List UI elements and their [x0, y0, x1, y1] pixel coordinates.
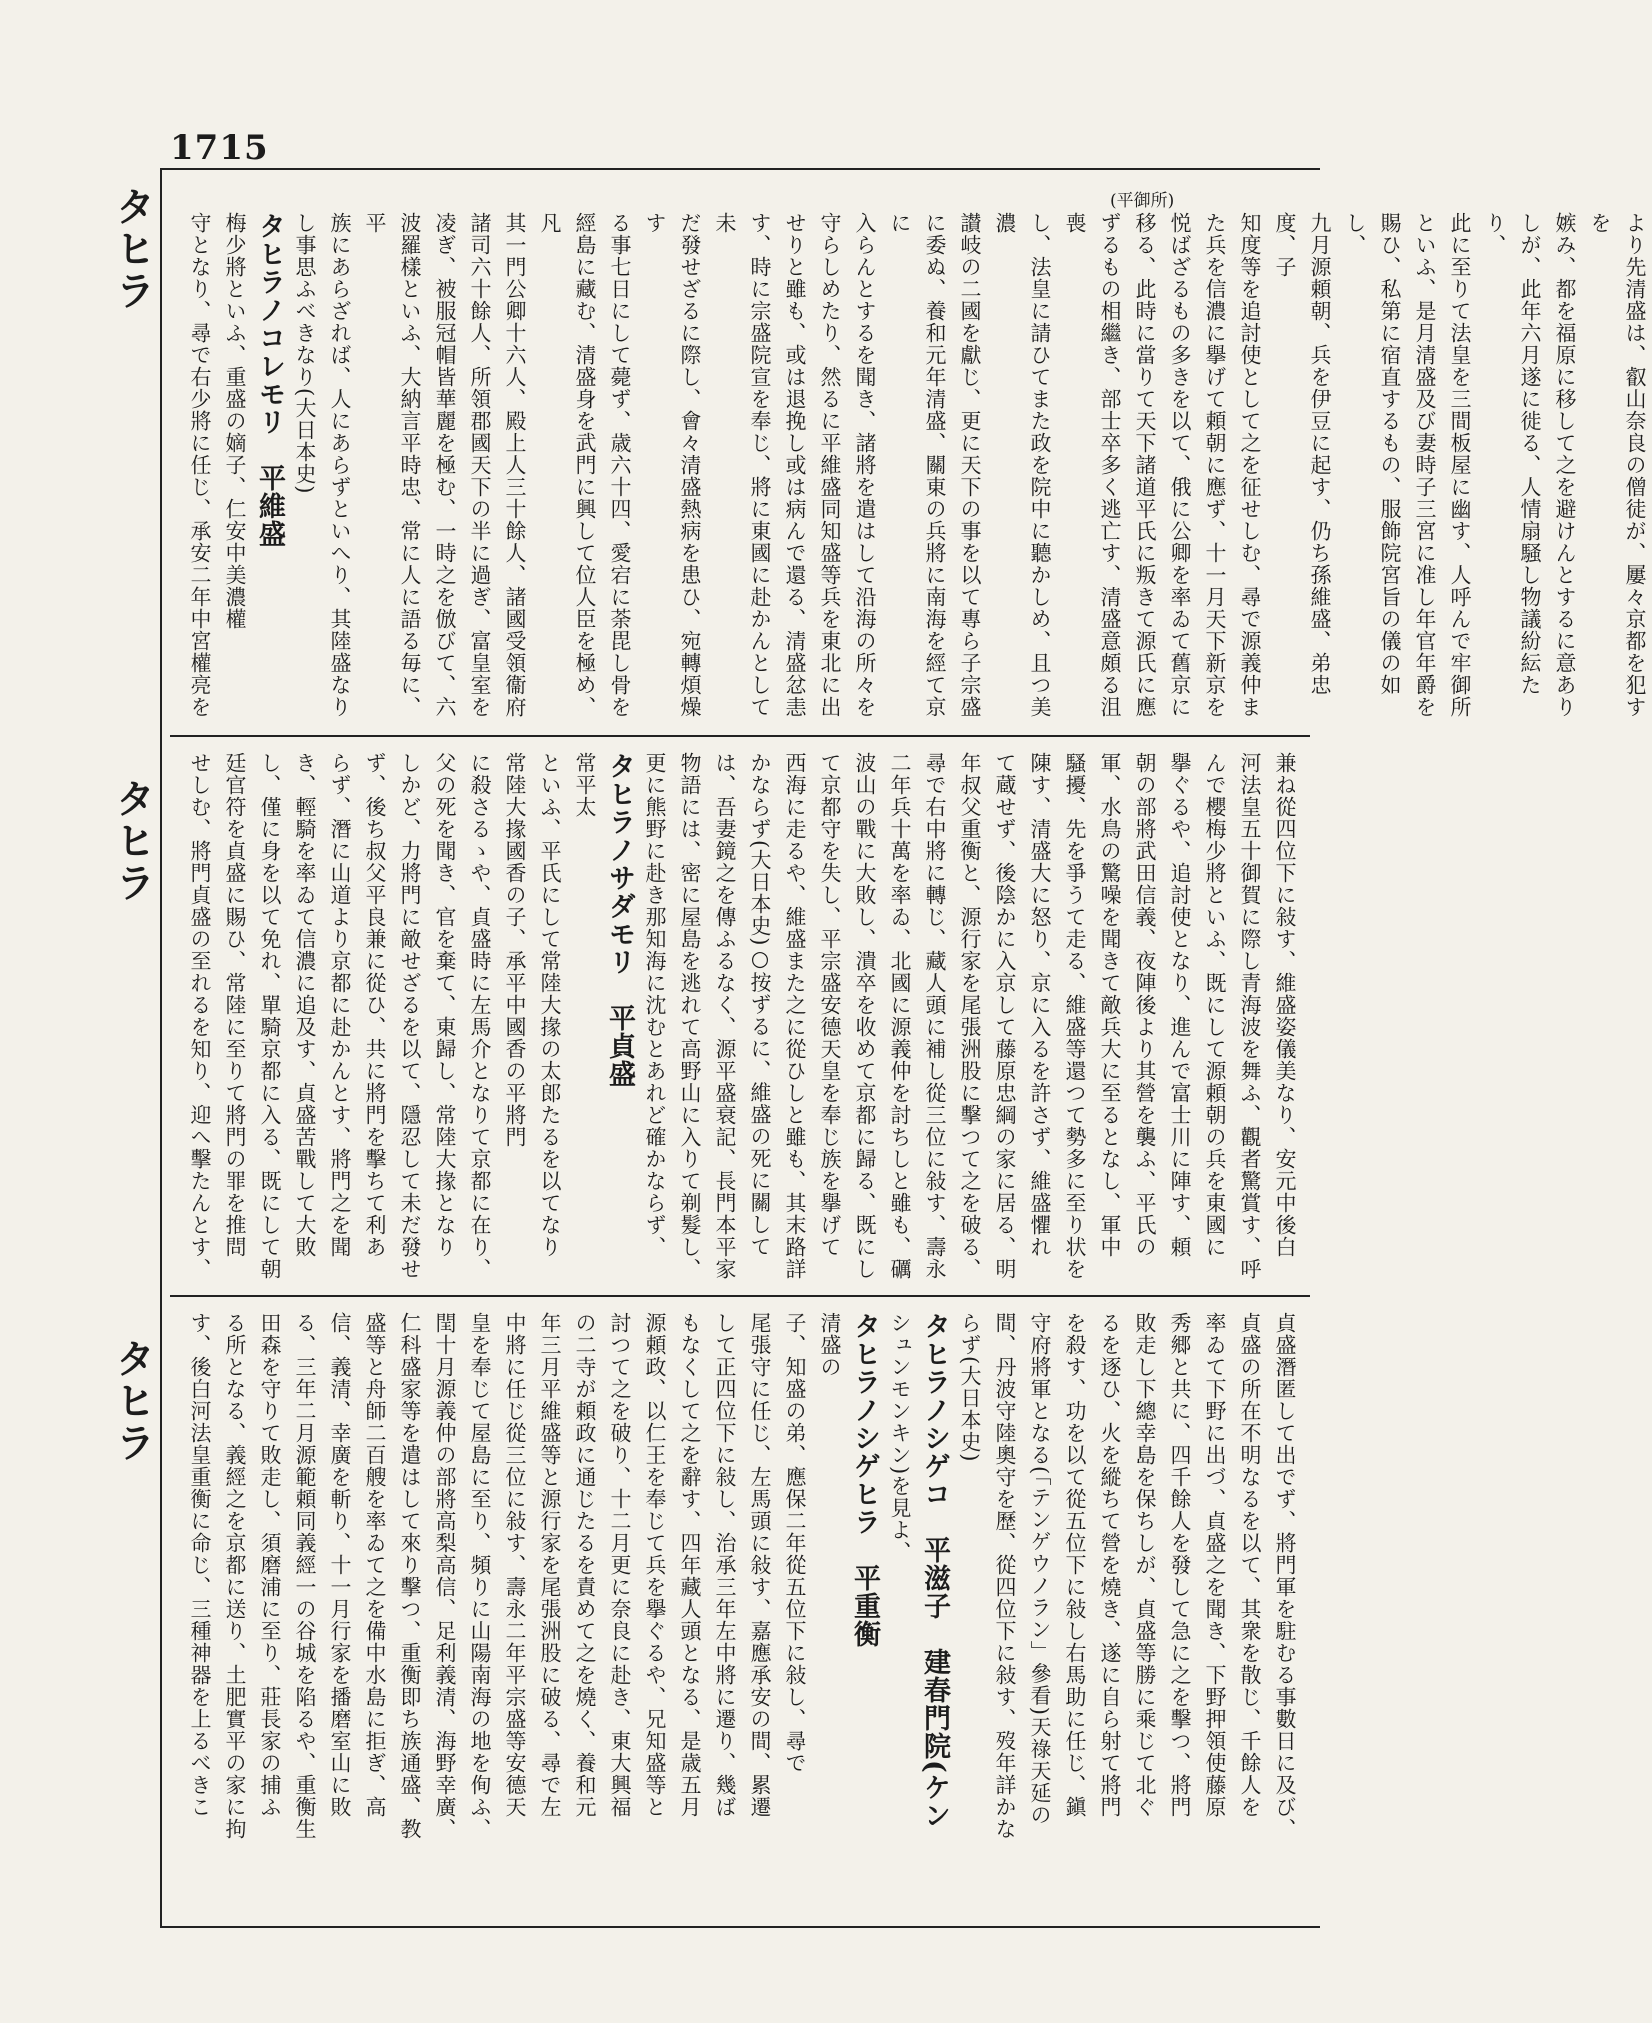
text-line: る、三年二月源範頼同義經一の谷城を陷るや、重衡生	[293, 1312, 317, 1840]
text-line: た兵を信濃に擧げて頼朝に應ず、十一月天下新京を	[1203, 212, 1227, 718]
text-line: 皇を奉じて屋島に至り、頻りに山陽南海の地を侚ふ、	[468, 1312, 492, 1840]
text-line: 守となり、尋で右少將に任じ、承安二年中宮權亮を	[188, 212, 212, 718]
text-line: き、輕騎を率ゐて信濃に追及す、貞盛苦戰して大敗	[293, 752, 317, 1258]
section-top	[182, 212, 1647, 727]
text-line: 貞盛の所在不明なるを以て、其衆を散じ、千餘人を	[1238, 1312, 1262, 1818]
text-line: 年叔父重衡と、源行家を尾張洲股に擊つて之を破る、	[958, 752, 982, 1280]
text-line: 尋で右中將に轉じ、藏人頭に補し從三位に敍す、壽永	[923, 752, 947, 1280]
text-line: だ發せざるに際し、會々清盛熱病を患ひ、宛轉煩燥す	[643, 212, 702, 718]
text-line: もなくして之を辭す、四年藏人頭となる、是歳五月	[678, 1312, 702, 1818]
text-line: 守らしめたり、然るに平維盛同知盛等兵を東北に出	[818, 212, 842, 718]
text-line: らず(大日本史)	[958, 1312, 982, 1463]
text-line: 常平太	[573, 752, 597, 818]
text-line: 賜ひ、私第に宿直するもの、服飾院宮旨の儀の如し、	[1343, 212, 1402, 696]
section-bottom	[182, 1312, 1302, 1917]
text-line: 此に至りて法皇を三間板屋に幽す、人呼んで牢御所	[1448, 212, 1472, 718]
section-middle-text	[182, 752, 1302, 1287]
thumb-label-bottom: タヒラ	[109, 1338, 155, 1464]
text-line: 田森を守りて敗走し、須磨浦に至り、莊長家の捕ふ	[258, 1312, 282, 1818]
text-line: るを逐ひ、火を縱ちて營を燒き、遂に自ら射て將門	[1098, 1312, 1122, 1818]
text-line: て京都守を失し、平宗盛安德天皇を奉じ族を擧げて	[818, 752, 842, 1258]
entry-heading: タヒラノコレモリ 平維盛	[254, 212, 285, 548]
text-line: 波羅樣といふ、大納言平時忠、常に人に語る毎に、平	[363, 212, 422, 718]
text-line: しかど、力將門に敵せざるを以て、隱忍して未だ發せ	[398, 752, 422, 1280]
thumb-label-middle: タヒラ	[109, 778, 155, 904]
text-line: より先清盛は、叡山奈良の僧徒が、屢々京都を犯すを	[1588, 212, 1647, 718]
text-line: を殺す、功を以て從五位下に敍し右馬助に任じ、鎭	[1063, 1312, 1087, 1818]
text-line: 擧ぐるや、追討使となり、進んで富士川に陣す、頼	[1168, 752, 1192, 1258]
section-divider-2	[170, 1295, 1310, 1297]
text-line: 討つて之を破り、十二月更に奈良に赴き、東大興福	[608, 1312, 632, 1818]
text-line: せしむ、將門貞盛の至れるを知り、迎へ擊たんとす、	[188, 752, 212, 1280]
section-top-text	[182, 212, 1652, 727]
text-line: ずるもの相繼き、部士卒多く逃亡す、清盛意頗る沮喪	[1063, 212, 1122, 718]
text-line: 二年兵十萬を率ゐ、北國に源義仲を討ちしと雖も、礪	[888, 752, 912, 1280]
text-line: 清盛の	[818, 1312, 842, 1378]
text-line: 尾張守に任じ、左馬頭に敍す、嘉應承安の間、累遷	[748, 1312, 772, 1818]
text-line: 物語には、密に屋島を逃れて高野山に入りて剃髮し、	[678, 752, 702, 1280]
text-line: かならず(大日本史)○按ずるに、維盛の死に關して	[748, 752, 772, 1258]
text-line: 兼ね從四位下に敍す、維盛姿儀美なり、安元中後白	[1273, 752, 1297, 1258]
text-line: 率ゐて下野に出づ、貞盛之を聞き、下野押領使藤原	[1203, 1312, 1227, 1818]
text-line: て蔵せず、後陰かに入京して藤原忠綱の家に居る、明	[993, 752, 1017, 1280]
text-line: 秀郷と共に、四千餘人を發して急に之を擊つ、將門	[1168, 1312, 1192, 1818]
text-line: 移る、此時に當りて天下諸道平氏に叛きて源氏に應	[1133, 212, 1157, 718]
text-line: といふ、是月清盛及び妻時子三宮に准し年官年爵を	[1413, 212, 1437, 718]
footer-rule	[160, 1926, 1320, 1928]
text-line: 嫉み、都を福原に移して之を避けんとするに意あり	[1553, 212, 1577, 718]
text-line: ず、後ち叔父平良兼に從ひ、共に將門を擊ちて利あ	[363, 752, 387, 1258]
text-line: し、法皇に請ひてまた政を院中に聽かしめ、且つ美濃	[993, 212, 1052, 718]
text-line: 凌ぎ、被服冠帽皆華麗を極む、一時之を倣びて、六	[433, 212, 457, 718]
text-line: は、吾妻鏡之を傳ふるなく、源平盛衰記、長門本平家	[713, 752, 737, 1280]
text-line: しが、此年六月遂に徙る、人情扇騒し物議紛紜たり、	[1483, 212, 1542, 696]
text-line: シュンモンキン)を見よ、	[888, 1312, 912, 1564]
text-line: る事七日にして薨ず、歳六十四、愛宕に荼毘し骨を	[608, 212, 632, 718]
text-line: せりと雖も、或は退挽し或は病んで還る、清盛忿恚	[783, 212, 807, 718]
text-line: 陳す、清盛大に怒り、京に入るを許さず、維盛懼れ	[1028, 752, 1052, 1258]
text-line: といふ、平氏にして常陸大掾の太郎たるを以てなり	[538, 752, 562, 1258]
text-line: 梅少將といふ、重盛の嫡子、仁安中美濃權	[223, 212, 247, 630]
text-line: 廷官符を貞盛に賜ひ、常陸に至りて將門の罪を推問	[223, 752, 247, 1258]
text-line: 西海に走るや、維盛また之に從ひしと雖も、其末路詳	[783, 752, 807, 1280]
section-bottom-text	[182, 1312, 1302, 1917]
text-line: し事思ふべきなり(大日本史)	[293, 212, 317, 495]
text-line: らず、潛に山道より京都に赴かんとす、將門之を聞	[328, 752, 352, 1258]
text-line: して正四位下に敍し、治承三年左中將に遷り、幾ば	[713, 1312, 737, 1818]
figure-caption: (平御所)	[1110, 191, 1175, 211]
text-line: 貞盛潛匿して出でず、將門軍を駐むる事數日に及び、	[1273, 1312, 1297, 1840]
text-line: 常陸大掾國香の子、承平中國香の平將門	[503, 752, 527, 1148]
section-divider-1	[170, 735, 1310, 737]
text-line: 守府將軍となる(「テンゲウノラン」參看)天祿天延の	[1028, 1312, 1052, 1826]
text-line: 諸司六十餘人、所領郡國天下の半に過ぎ、富皇室を	[468, 212, 492, 718]
text-line: の二寺が頼政に通じたるを責めて之を燒く、養和元	[573, 1312, 597, 1818]
text-line: 盛等と舟師二百艘を率ゐて之を備中水島に拒ぎ、高	[363, 1312, 387, 1818]
text-line: 閏十月源義仲の部將高梨高信、足利義清、海野幸廣、	[433, 1312, 457, 1840]
text-line: 騷擾、先を爭うて走る、維盛等還つて勢多に至り状を	[1063, 752, 1087, 1280]
page-number: 1715	[170, 128, 269, 168]
text-line: 更に熊野に赴き那知海に沈むとあれど確かならず、	[643, 752, 667, 1258]
text-line: す、後白河法皇重衡に命じ、三種神器を上るべきこ	[188, 1312, 212, 1818]
text-line: 仁科盛家等を遣はして來り擊つ、重衡即ち族通盛、教	[398, 1312, 422, 1840]
header-rule	[160, 168, 1320, 170]
text-line: 年三月平維盛等と源行家を尾張洲股に破る、尋で左	[538, 1312, 562, 1818]
text-line: る所となる、義經之を京都に送り、土肥實平の家に拘	[223, 1312, 247, 1840]
text-line: す、時に宗盛院宣を奉じ、將に東國に赴かんとして未	[713, 212, 772, 718]
text-line: 讃岐の二國を獻じ、更に天下の事を以て專ら子宗盛	[958, 212, 982, 718]
text-line: 九月源頼朝、兵を伊豆に起す、仍ち孫維盛、弟忠度、子	[1273, 212, 1332, 696]
text-line: 入らんとするを聞き、諸將を遣はして沿海の所々を	[853, 212, 877, 718]
section-middle	[182, 752, 1302, 1287]
left-margin-rule	[160, 168, 162, 1928]
text-line: 悦ばざるもの多きを以て、俄に公卿を率ゐて舊京に	[1168, 212, 1192, 718]
text-line: 經島に藏む、清盛身を武門に興して位人臣を極め、凡	[538, 212, 597, 718]
text-line: 知度等を追討使として之を征せしむ、尋で源義仲ま	[1238, 212, 1262, 718]
text-line: 源頼政、以仁王を奉じて兵を擧ぐるや、兄知盛等と	[643, 1312, 667, 1818]
entry-heading: タヒラノサダモリ 平貞盛	[604, 752, 635, 1088]
text-line: 朝の部將武田信義、夜陣後より其營を襲ふ、平氏の	[1133, 752, 1157, 1258]
entry-heading: タヒラノシゲヒラ 平重衡	[849, 1312, 880, 1648]
text-line: 信、義清、幸廣を斬り、十一月行家を播磨室山に敗	[328, 1312, 352, 1818]
text-line: に委ぬ、養和元年清盛、關東の兵將に南海を經て京に	[888, 212, 947, 718]
text-line: 間、丹波守陸奧守を歷、從四位下に敍す、歿年詳かな	[993, 1312, 1017, 1840]
text-line: 其一門公卿十六人、殿上人三十餘人、諸國受領衞府	[503, 212, 527, 718]
text-line: 河法皇五十御賀に際し青海波を舞ふ、觀者驚賞す、呼	[1238, 752, 1262, 1280]
text-line: 波山の戰に大敗し、潰卒を收めて京都に歸る、既にし	[853, 752, 877, 1280]
text-line: 族にあらざれば、人にあらずといへり、其陸盛なり	[328, 212, 352, 718]
thumb-label-top: タヒラ	[109, 186, 155, 312]
text-line: し、僅に身を以て免れ、單騎京都に入る、既にして朝	[258, 752, 282, 1280]
text-line: 父の死を聞き、官を棄て、東歸し、常陸大掾となり	[433, 752, 457, 1258]
text-line: に殺さるゝや、貞盛時に左馬介となりて京都に在り、	[468, 752, 492, 1280]
text-line: 敗走し下總幸島を保ちしが、貞盛等勝に乘じて北ぐ	[1133, 1312, 1157, 1818]
text-line: 中將に任じ從三位に敍す、壽永二年平宗盛等安德天	[503, 1312, 527, 1818]
text-line: 子、知盛の弟、應保二年從五位下に敍し、尋で	[783, 1312, 807, 1774]
entry-heading: タヒラノシゲコ 平滋子 建春門院(ケン	[919, 1312, 950, 1830]
text-line: んで櫻梅少將といふ、既にして源頼朝の兵を東國に	[1203, 752, 1227, 1258]
text-line: 軍、水鳥の驚噪を聞きて敵兵大に至るとなし、軍中	[1098, 752, 1122, 1258]
